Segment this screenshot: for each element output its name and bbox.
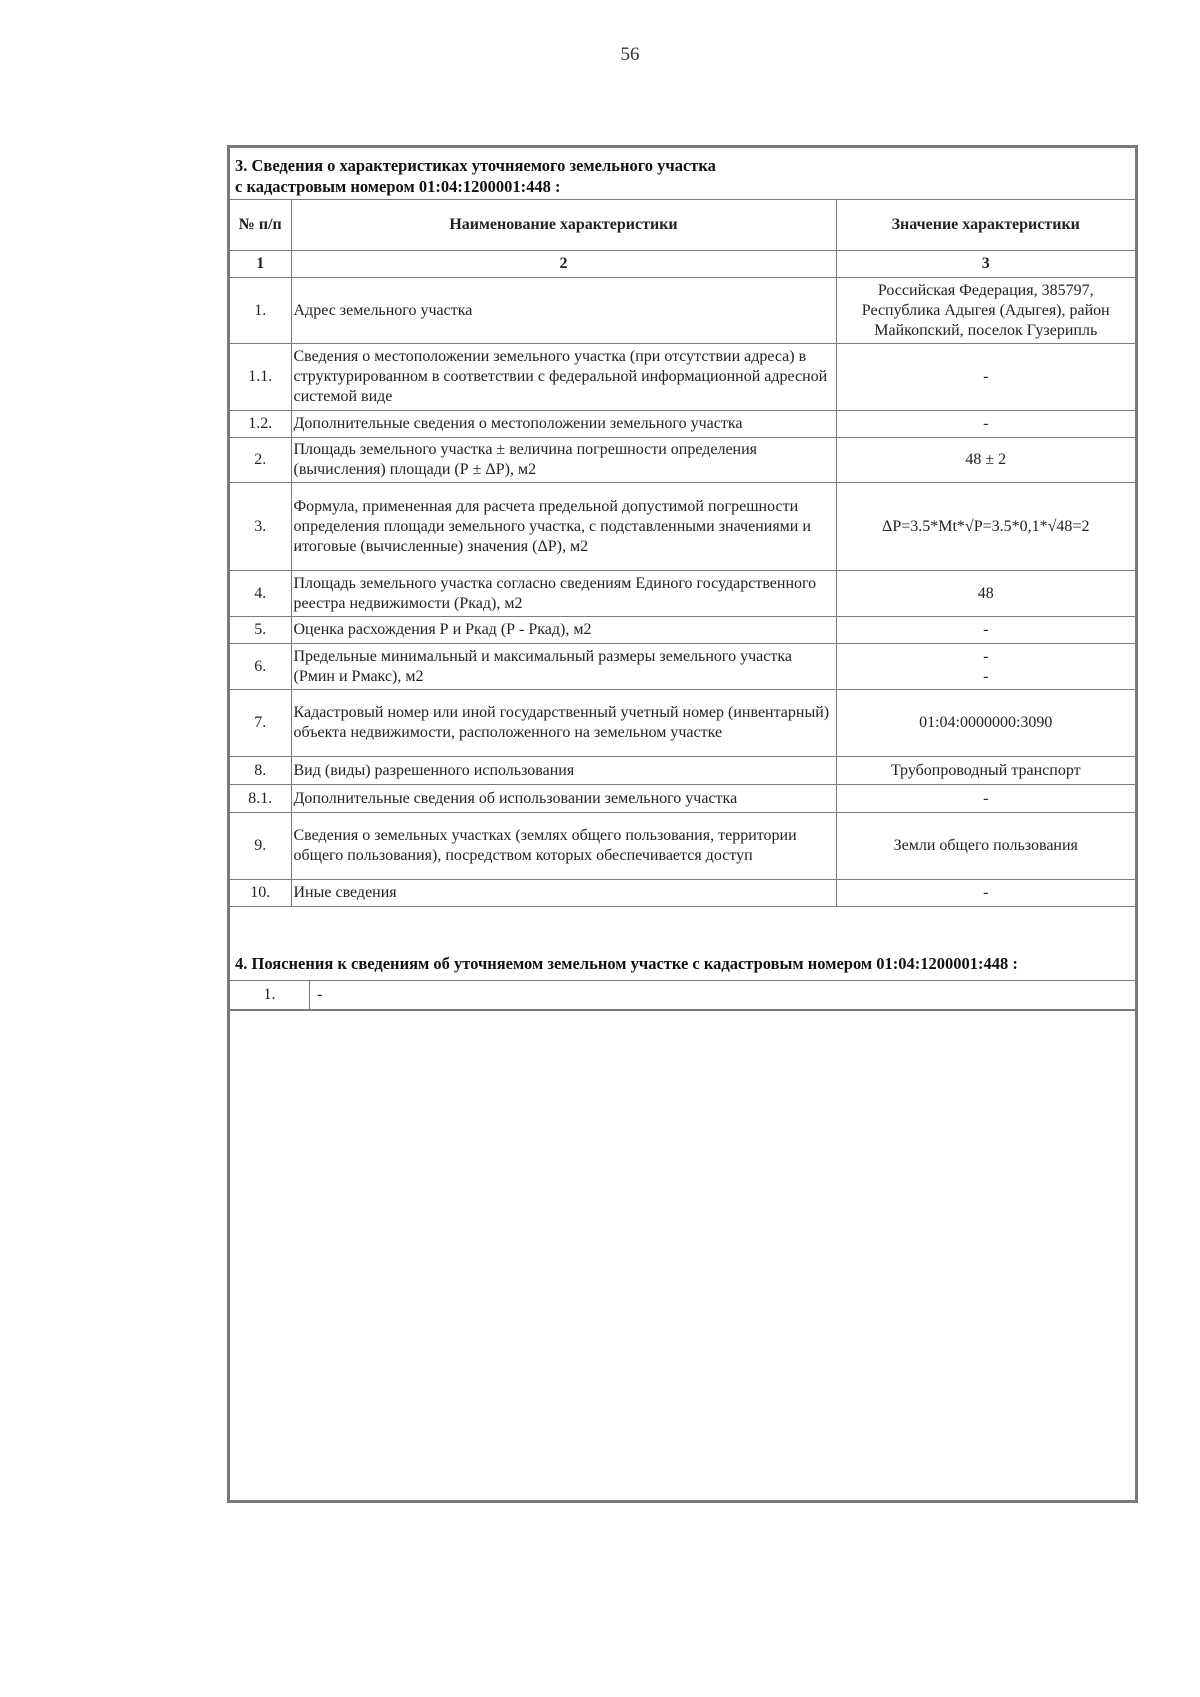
table-row	[230, 278, 1135, 344]
page-number: 56	[620, 44, 640, 65]
column-number: 3	[836, 251, 1135, 278]
row-name: Предельные минимальный и максимальный размеры земельного участка (Рмин и Рмакс), м2	[291, 644, 836, 690]
row-value: -	[836, 617, 1135, 644]
row-number: 1.	[230, 278, 291, 344]
row-number: 1.2.	[230, 411, 291, 438]
column-number: 2	[291, 251, 836, 278]
row-name: Сведения о земельных участках (землях общего пользования, территории общего пользования), посредством которых обеспечивается доступ	[291, 813, 836, 880]
table-row	[230, 690, 1135, 757]
row-value	[836, 644, 1135, 690]
row-name: Дополнительные сведения о местоположении земельного участка	[291, 411, 836, 438]
section3-title-line1: 3. Сведения о характеристиках уточняемого земельного участка	[235, 156, 716, 175]
row-value: -	[836, 411, 1135, 438]
table-row	[230, 483, 1135, 571]
section4-row-number: 1.	[230, 980, 310, 1009]
row-value: Земли общего пользования	[836, 813, 1135, 880]
row-number: 2.	[230, 438, 291, 483]
row-value: -	[836, 880, 1135, 907]
row-number: 7.	[230, 690, 291, 757]
document-frame	[227, 145, 1138, 1503]
table-row	[230, 438, 1135, 483]
table-header-row	[230, 200, 1135, 251]
row-value-max: -	[983, 667, 989, 685]
section3-title	[235, 155, 716, 197]
row-number: 1.1.	[230, 344, 291, 411]
row-number: 9.	[230, 813, 291, 880]
row-name: Вид (виды) разрешенного использования	[291, 757, 836, 785]
row-name: Площадь земельного участка согласно сведениям Единого государственного реестра недвижимости (Ркад), м2	[291, 571, 836, 617]
row-value: Российская Федерация, 385797, Республика Адыгея (Адыгея), район Майкопский, поселок Гузерипль	[836, 278, 1135, 344]
table-row	[230, 344, 1135, 411]
table-row	[230, 880, 1135, 907]
row-number: 8.	[230, 757, 291, 785]
header-value: Значение характеристики	[836, 200, 1135, 251]
table-row	[230, 785, 1135, 813]
table-row	[230, 617, 1135, 644]
table-row	[230, 644, 1135, 690]
row-value-min: -	[983, 647, 989, 665]
column-number: 1	[230, 251, 291, 278]
row-value: 01:04:0000000:3090	[836, 690, 1135, 757]
row-value: Трубопроводный транспорт	[836, 757, 1135, 785]
header-number: № п/п	[230, 200, 291, 251]
row-value: -	[836, 785, 1135, 813]
row-value: ΔР=3.5*Mt*√Р=3.5*0,1*√48=2	[836, 483, 1135, 571]
row-name: Оценка расхождения Р и Ркад (Р - Ркад), м2	[291, 617, 836, 644]
section4-row-value: -	[317, 986, 323, 1003]
characteristics-table	[230, 199, 1135, 907]
row-name: Дополнительные сведения об использовании земельного участка	[291, 785, 836, 813]
row-number: 5.	[230, 617, 291, 644]
row-number: 3.	[230, 483, 291, 571]
table-row	[230, 411, 1135, 438]
row-number: 4.	[230, 571, 291, 617]
row-number: 8.1.	[230, 785, 291, 813]
row-value: -	[836, 344, 1135, 411]
row-number: 6.	[230, 644, 291, 690]
row-value: 48 ± 2	[836, 438, 1135, 483]
list-item	[230, 980, 1135, 1011]
row-name: Иные сведения	[291, 880, 836, 907]
row-name: Адрес земельного участка	[291, 278, 836, 344]
section3-title-line2: с кадастровым номером 01:04:1200001:448 :	[235, 177, 561, 196]
table-row	[230, 813, 1135, 880]
row-number: 10.	[230, 880, 291, 907]
header-name: Наименование характеристики	[291, 200, 836, 251]
table-row	[230, 571, 1135, 617]
row-name: Кадастровый номер или иной государственный учетный номер (инвентарный) объекта недвижимости, расположенного на земельном участке	[291, 690, 836, 757]
row-name: Сведения о местоположении земельного участка (при отсутствии адреса) в структурированном в соответствии с федеральной информационной адресной системой виде	[291, 344, 836, 411]
column-numbers-row	[230, 251, 1135, 278]
table-row	[230, 757, 1135, 785]
section4-title: 4. Пояснения к сведениям об уточняемом земельном участке с кадастровым номером 01:04:1200001:448 :	[235, 954, 1018, 973]
row-name: Формула, примененная для расчета предельной допустимой погрешности определения площади земельного участка, с подставленными значениями и итоговые (вычисленные) значения (ΔР), м2	[291, 483, 836, 571]
row-name: Площадь земельного участка ± величина погрешности определения (вычисления) площади (Р ± ΔР), м2	[291, 438, 836, 483]
row-value: 48	[836, 571, 1135, 617]
